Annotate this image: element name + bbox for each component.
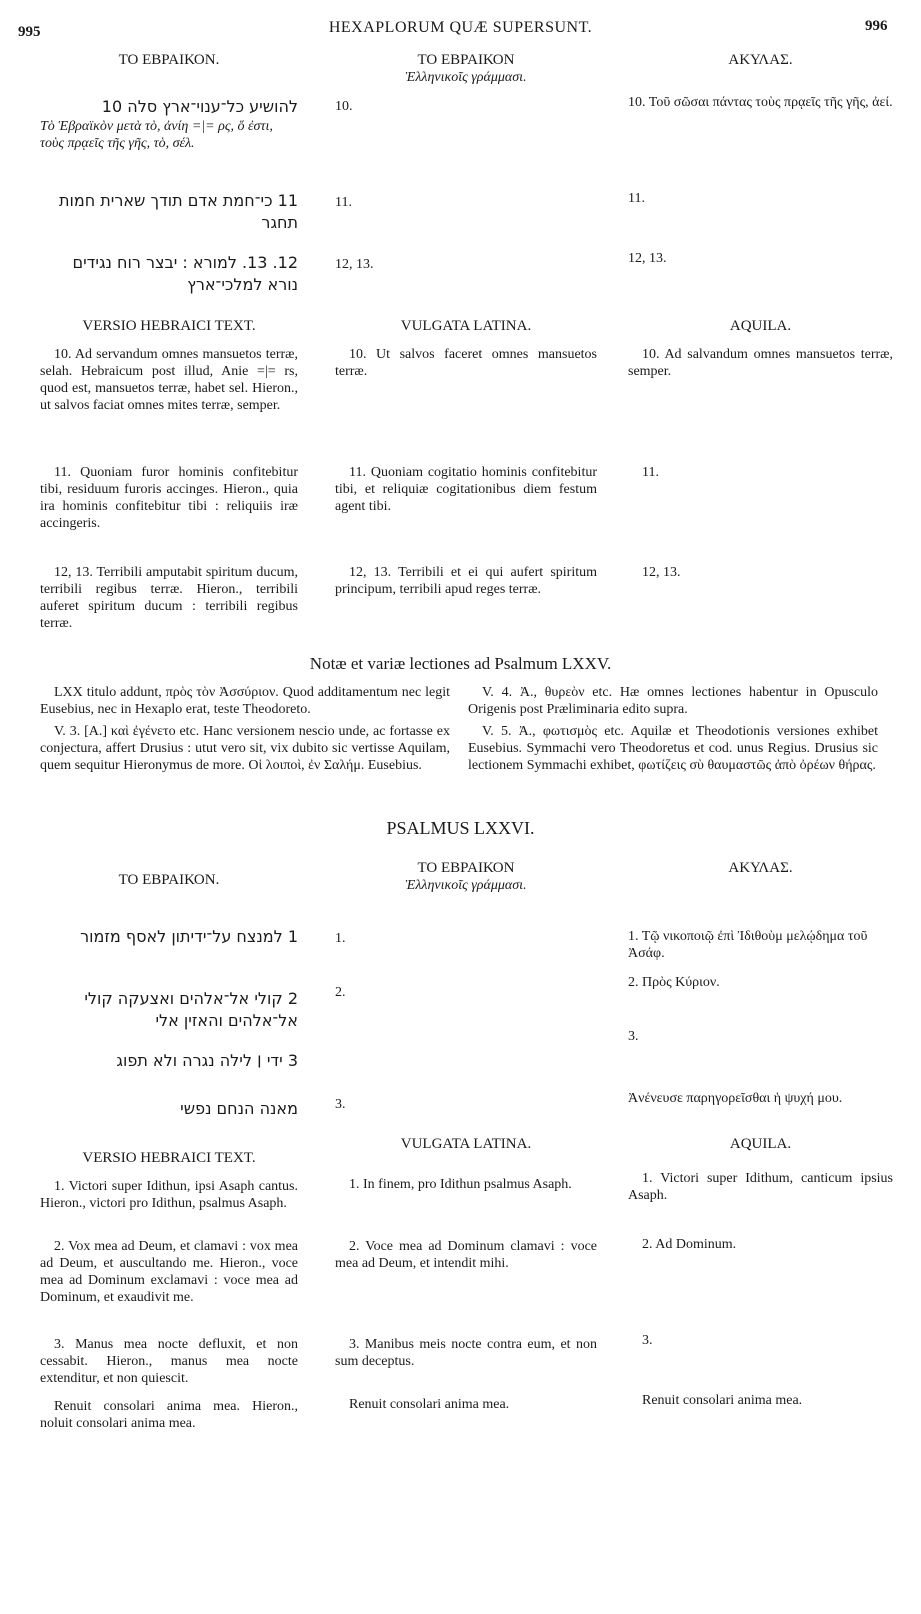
hebrew-verse-2: 2 קולי אל־אלהים ואצעקה קולי אל־אלהים והאזין אלי [84,989,298,1030]
psalm75-hebrew-section [0,52,921,312]
column-title: AQUILA. [729,318,792,334]
translit-column [335,52,597,94]
versio-text: 3. Manus mea nocte defluxit, et non cessabit. Hieron., manus mea nocte extenditur, et non quiescit. [40,1337,298,1386]
versio-verse-1 [40,1178,298,1212]
hebrew-verse-10 [40,96,298,152]
vulgata-verse-1 [335,1176,597,1193]
aquila-latin-verse-11 [628,464,893,481]
versio-text: 2. Vox mea ad Deum, et clamavi : vox mea ad Deum, et auscultando me. Hieron., voce mea ad Dominum exclamavi : voce mea ad Dominum, et exaudivit me. [40,1239,298,1305]
aquila-verse-3b: Ἀνένευσε παρηγορεῖσθαι ἡ ψυχή μου. [628,1091,843,1106]
aquila-latin-verse-3 [628,1332,893,1349]
aquila-latin-text: 11. [642,465,659,480]
translit-verse-10: 10. [335,99,353,114]
translit-verse-2: 2. [335,985,346,1000]
versio-text: 1. Victori super Idithun, ipsi Asaph cantus. Hieron., victori pro Idithun, psalmus Asaph. [40,1179,298,1211]
column-title: ΑΚΥΛΑΣ. [728,860,793,876]
hebrew-text: 11 כי־חמת אדם תודך שארית חמות תחגר [58,191,298,232]
versio-column [40,1150,298,1175]
aquila-verse-12-13: 12, 13. [628,251,667,266]
vulgata-column [335,318,597,343]
aquila-latin-text: 1. Victori super Idithum, canticum ipsius Asaph. [628,1171,893,1203]
psalm76-title: PSALMUS LXXVI. [386,818,535,838]
aquila-latin-column [628,1136,893,1161]
versio-verse-11 [40,464,298,532]
versio-verse-10 [40,346,298,414]
aquila-latin-verse-3b [628,1392,893,1409]
vulgata-text: 12, 13. Terribili et ei qui aufert spiritum principum, terribili apud reges terræ. [335,565,597,597]
hebrew-verse-12-13 [40,252,298,296]
column-title: ΤΟ ΕΒΡΑΙΚΟΝ. [118,872,220,888]
notes-right-column [468,684,878,774]
notes-left-column [40,684,450,774]
versio-verse-3b [40,1398,298,1432]
aquila-latin-verse-12-13 [628,564,893,581]
page-number-left: 995 [18,24,41,40]
versio-text: 11. Quoniam furor hominis confitebitur tibi, residuum furoris accinges. Hieron., quia ira hominis confitebitur tibi : reliquiis iræ accingeris. [40,465,298,531]
aquila-latin-verse-2 [628,1236,893,1253]
translit-verse-12-13: 12, 13. [335,257,374,272]
versio-column [40,318,298,343]
aquila-latin-text: Renuit consolari anima mea. [642,1393,803,1408]
vulgata-verse-12-13 [335,564,597,598]
hebrew-verse-3: 3 ידי ׀ לילה נגרה ולא תפוג [116,1051,298,1070]
note-paragraph: V. 5. Ἀ., φωτισμὸς etc. Aquilæ et Theodotionis versiones exhibet Eusebius. Symmachi vero Theodoretus et cod. unus Regius. Drusius sic lectionem Symmachi exhibet, φωτίζεις σὺ θαυμαστῶς ἀπὸ ὀρέων θήρας. [468,724,878,773]
versio-verse-12-13 [40,564,298,632]
column-title: VERSIO HEBRAICI TEXT. [82,1150,256,1166]
vulgata-text: Renuit consolari anima mea. [349,1397,510,1412]
aquila-latin-verse-1 [628,1170,893,1204]
aquila-verse-10: 10. Τοῦ σῶσαι πάντας τοὺς πρᾳεῖς τῆς γῆς, ἀεί. [628,95,893,110]
hebrew-column [40,52,298,77]
aquila-verse-1: 1. Τῷ νικοποιῷ ἐπὶ Ἰδιθοὺμ μελῴδημα τοῦ Ἀσάφ. [628,929,868,961]
versio-verse-2 [40,1238,298,1306]
aquila-verse-2: 2. Πρὸς Κύριον. [628,975,720,990]
vulgata-verse-2 [335,1238,597,1272]
page-number-right: 996 [865,18,888,34]
column-title [335,860,597,894]
column-title: ΑΚΥΛΑΣ. [728,52,793,68]
aquila-verse-3: 3. [628,1029,639,1044]
versio-text: Renuit consolari anima mea. Hieron., noluit consolari anima mea. [40,1399,298,1431]
column-title: VULGATA LATINA. [400,318,532,334]
vulgata-verse-10 [335,346,597,380]
translit-verse-1: 1. [335,931,346,946]
vulgata-column [335,1136,597,1161]
hebrew-column [40,872,298,897]
versio-text: 12, 13. Terribili amputabit spiritum ducum, terribili regibus terræ. Hieron., terribili auferet spiritum ducum : terribili regibus terræ. [40,565,298,631]
versio-text: 10. Ad servandum omnes mansuetos terræ, selah. Hebraicum post illud, Anie =|= rs, quod est, mansuetos terræ, habet sel. Hieron., ut salvos faciat omnes mites terræ, semper. [40,347,298,413]
column-subtitle: Ἑλληνικοῖς γράμμασι. [405,70,527,85]
aquila-latin-verse-10 [628,346,893,380]
note-paragraph: LXX titulo addunt, πρὸς τὸν Ἀσσύριον. Quod additamentum nec legit Eusebius, nec in Hexaplo erat, teste Theodoreto. [40,685,450,717]
hebrew-verse-1: 1 למנצח על־ידיתון לאסף מזמור [80,927,298,946]
vulgata-text: 1. In finem, pro Idithun psalmus Asaph. [349,1177,572,1192]
notes-title: Notæ et variæ lectiones ad Psalmum LXXV. [309,654,612,673]
hebrew-verse-3b: מאנה הנחם נפשי [180,1099,298,1118]
psalm76-latin-section [0,1136,921,1456]
hebrew-note: Τὸ Ἑβραϊκὸν μετὰ τὸ, ἀνίη =|= ρς, ὅ ἐστι, τοὺς πρᾳεῖς τῆς γῆς, τὸ, σέλ. [40,119,273,151]
translit-verse-11: 11. [335,195,352,210]
hebrew-text: להושיע כל־ענוי־ארץ סלה 10 [101,97,298,116]
vulgata-text: 11. Quoniam cogitatio hominis confitebitur tibi, et reliquiæ cogitationibus diem festum agent tibi. [335,465,597,514]
vulgata-verse-3b [335,1396,597,1413]
translit-verse-3: 3. [335,1097,346,1112]
page-header [0,18,921,44]
hebrew-text: 12. 13. למורא : יבצר רוח נגידים נורא למלכי־ארץ [72,253,298,294]
psalm75-latin-section [0,318,921,648]
note-paragraph: V. 4. Ἀ., θυρεὸν etc. Hæ omnes lectiones habentur in Opusculo Origenis post Præliminaria edito supra. [468,685,878,717]
column-title: ΤΟ ΕΒΡΑΙΚΟΝ. [118,52,220,68]
aquila-verse-11: 11. [628,191,645,206]
aquila-latin-text: 10. Ad salvandum omnes mansuetos terræ, semper. [628,347,893,379]
column-title: VULGATA LATINA. [400,1136,532,1152]
hebrew-verse-11 [40,190,298,234]
vulgata-verse-11 [335,464,597,515]
versio-verse-3 [40,1336,298,1387]
column-title [335,52,597,86]
aquila-latin-text: 2. Ad Dominum. [642,1237,737,1252]
aquila-latin-column [628,318,893,343]
note-paragraph: V. 3. [A.] καὶ ἐγένετο etc. Hanc versionem nescio unde, ac fortasse ex conjectura, affert Drusius : utut vero sit, vix dubito sic vertisse Aquilam, quem sequitur Hieronymus de more. Οἱ λοιποὶ, ἐν Σαλήμ. Eusebius. [40,724,450,773]
column-title-text: ΤΟ ΕΒΡΑΙΚΟΝ [417,52,515,68]
column-subtitle: Ἑλληνικοῖς γράμμασι. [405,878,527,893]
psalm76-hebrew-section [0,860,921,1130]
column-title: AQUILA. [729,1136,792,1152]
aquila-latin-text: 12, 13. [642,565,681,580]
vulgata-text: 2. Voce mea ad Dominum clamavi : voce mea ad Deum, et intendit mihi. [335,1239,597,1271]
aquila-column [628,860,893,885]
column-title-text: ΤΟ ΕΒΡΑΙΚΟΝ [417,860,515,876]
translit-column [335,860,597,902]
aquila-column [628,52,893,77]
column-title: VERSIO HEBRAICI TEXT. [82,318,256,334]
running-title: HEXAPLORUM QUÆ SUPERSUNT. [328,19,593,36]
vulgata-text: 3. Manibus meis nocte contra eum, et non sum deceptus. [335,1337,597,1369]
vulgata-verse-3 [335,1336,597,1370]
vulgata-text: 10. Ut salvos faceret omnes mansuetos terræ. [335,347,597,379]
aquila-latin-text: 3. [642,1333,653,1348]
